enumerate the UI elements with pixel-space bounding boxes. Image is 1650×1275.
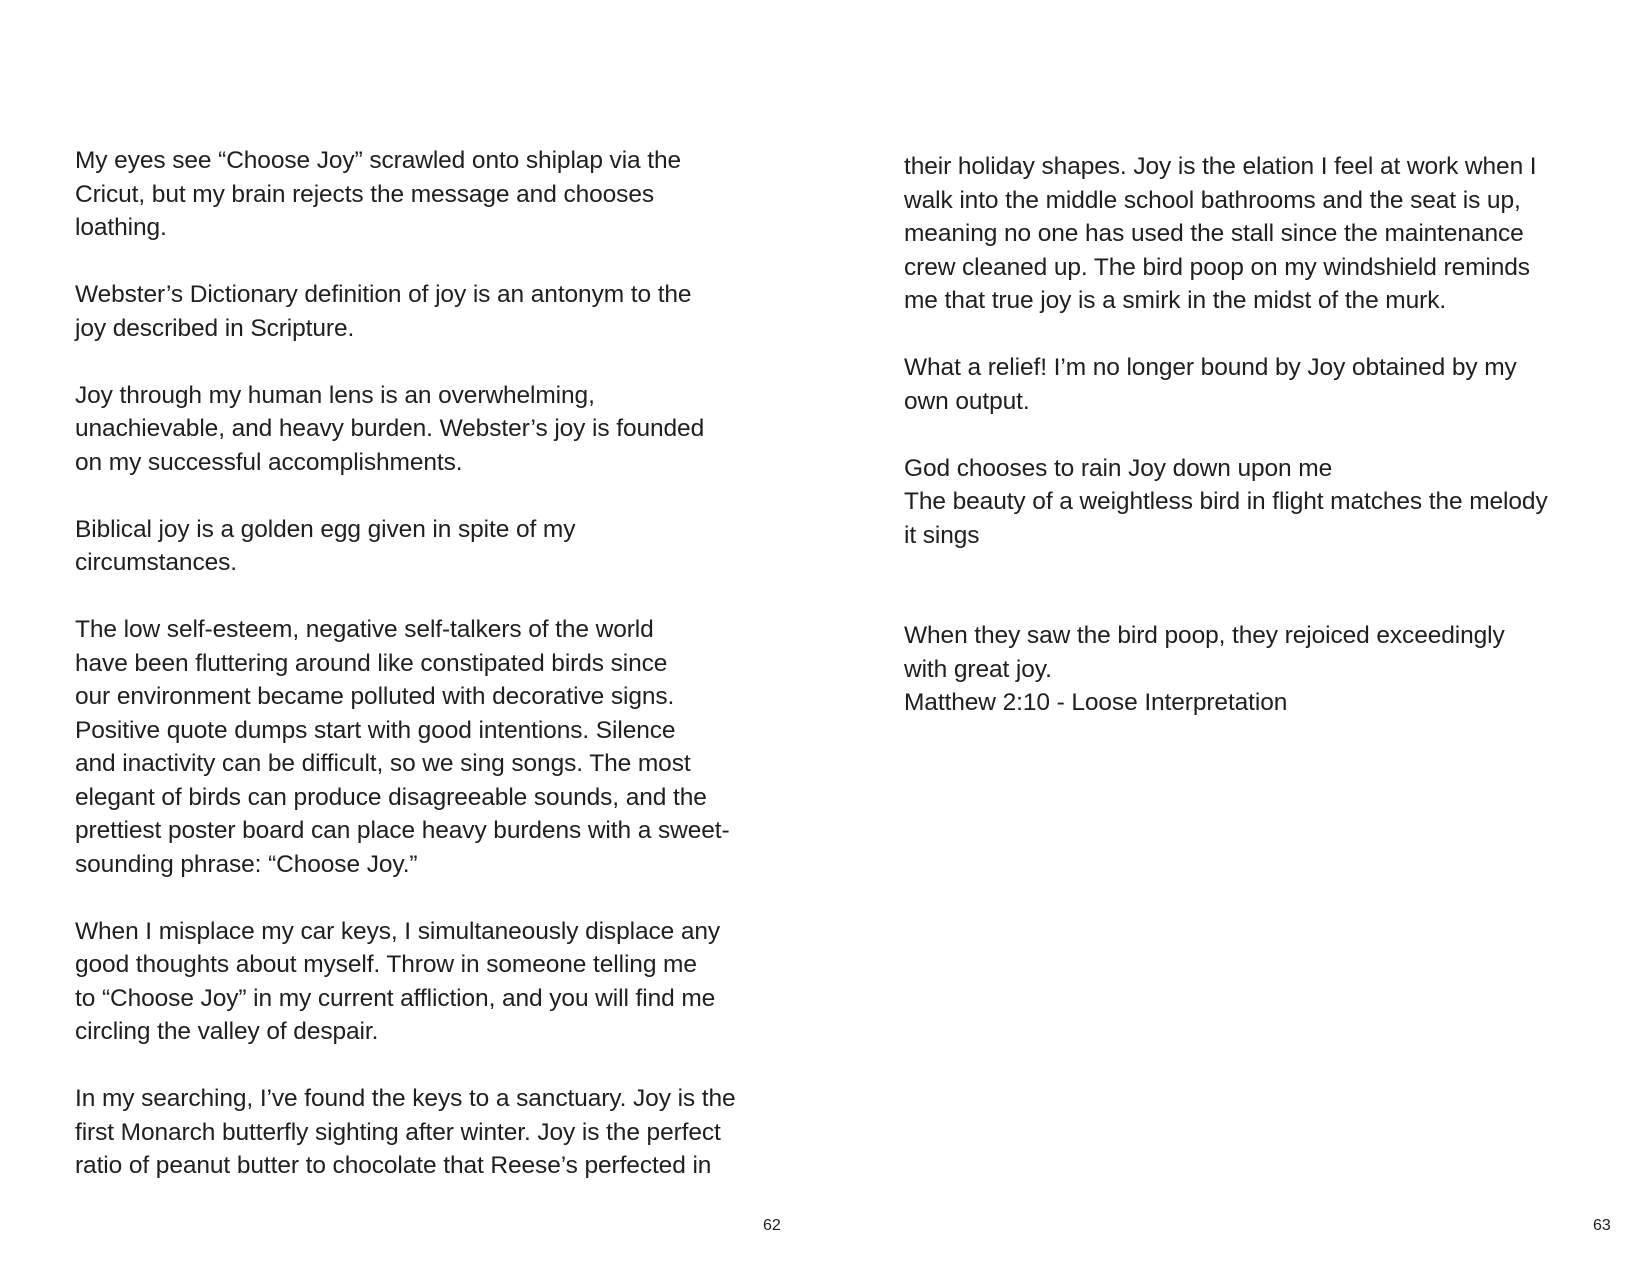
left-paragraph-2: Webster’s Dictionary definition of joy is an antonym to the joy described in Scripture.: [75, 281, 692, 342]
page-number-right: 63: [1593, 1217, 1611, 1234]
right-paragraph-1: their holiday shapes. Joy is the elation I feel at work when I walk into the middle school bathrooms and the seat is up, meaning no one has used the stall since the maintenance crew cleaned up. The bird poop on my windshield reminds me that true joy is a smirk in the midst of the murk.: [904, 153, 1537, 314]
left-paragraph-6: When I misplace my car keys, I simultaneously displace any good thoughts about myself. Throw in someone telling me to “Choose Joy” in my current affliction, and you will find me circling the valley of despair.: [75, 917, 721, 1045]
left-paragraph-4: Biblical joy is a golden egg given in spite of my circumstances.: [75, 515, 576, 576]
right-paragraph-3: God chooses to rain Joy down upon me The beauty of a weightless bird in flight matches the melody it sings: [904, 454, 1548, 549]
right-scripture-quote: When they saw the bird poop, they rejoiced exceedingly with great joy. Matthew 2:10 - Loose Interpretation: [904, 622, 1505, 716]
page-number-left: 62: [763, 1217, 781, 1234]
left-paragraph-5: The low self-esteem, negative self-talkers of the world have been fluttering around like constipated birds since our environment became polluted with decorative signs. Positive quote dumps start with good intentions. Silence and inactivity can be difficult, so we sing songs. The most elegant of birds can produce disagreeable sounds, and the prettiest poster board can place heavy burdens with a sweet- sounding phrase: “Choose Joy.”: [75, 616, 730, 878]
left-page-body: [75, 144, 765, 1216]
left-paragraph-7: In my searching, I’ve found the keys to a sanctuary. Joy is the first Monarch butterfly sighting after winter. Joy is the perfect ratio of peanut butter to chocolate that Reese’s perfected in: [75, 1085, 736, 1179]
right-page: [825, 0, 1650, 1275]
right-paragraph-2: What a relief! I’m no longer bound by Joy obtained by my own output.: [904, 354, 1517, 415]
left-paragraph-1: My eyes see “Choose Joy” scrawled onto shiplap via the Cricut, but my brain rejects the message and chooses loathing.: [75, 147, 682, 241]
right-page-body: [904, 150, 1604, 753]
left-paragraph-3: Joy through my human lens is an overwhelming, unachievable, and heavy burden. Webster’s joy is founded on my successful accomplishments.: [75, 381, 705, 476]
